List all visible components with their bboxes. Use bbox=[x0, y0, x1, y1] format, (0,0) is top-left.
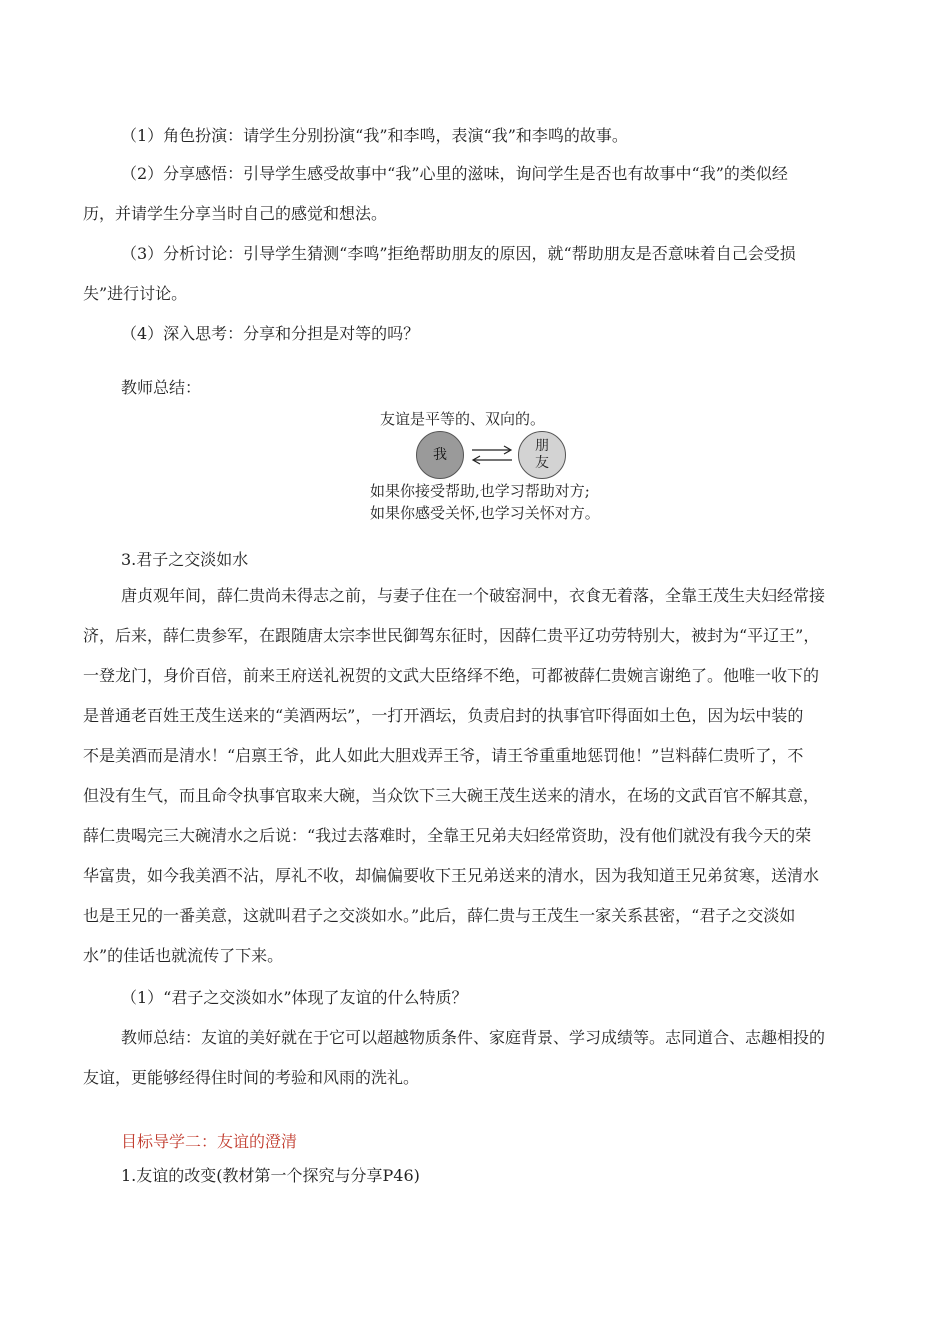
goal2-item1: 1.友谊的改变(教材第一个探究与分享P46) bbox=[121, 1166, 420, 1185]
story-line: 唐贞观年间，薛仁贵尚未得志之前，与妻子住在一个破窑洞中，衣食无着落，全靠王茂生夫妇经常接 bbox=[121, 586, 826, 605]
section3-heading: 3.君子之交淡如水 bbox=[121, 550, 249, 569]
friend-label-2: 友 bbox=[535, 455, 549, 471]
activity-share-line2: 历，并请学生分享当时自己的感觉和想法。 bbox=[83, 204, 388, 223]
story-line: 华富贵，如今我美酒不沾，厚礼不收，却偏偏要收下王兄弟送来的清水，因为我知道王兄弟贫寒，送清水 bbox=[83, 866, 820, 885]
story-line: 薛仁贵喝完三大碗清水之后说：“我过去落难时，全靠王兄弟夫妇经常资助，没有他们就没有我今天的荣 bbox=[83, 826, 812, 845]
friend-circle bbox=[518, 431, 566, 479]
diagram-caption: 友谊是平等的、双向的。 bbox=[380, 410, 546, 428]
story-line: 济，后来，薛仁贵参军，在跟随唐太宗李世民御驾东征时，因薛仁贵平辽功劳特别大，被封为“平辽王”， bbox=[83, 626, 820, 645]
me-label: 我 bbox=[433, 446, 447, 463]
story-line: 但没有生气，而且命令执事官取来大碗，当众饮下三大碗王茂生送来的清水，在场的文武百官不解其意， bbox=[83, 786, 820, 805]
story-line: 不是美酒而是清水！“启禀王爷，此人如此大胆戏弄王爷，请王爷重重地惩罚他！”岂料薛仁贵听了，不 bbox=[83, 746, 804, 765]
diagram-line-help: 如果你接受帮助,也学习帮助对方; bbox=[370, 482, 590, 500]
story-line: 水”的佳话也就流传了下来。 bbox=[83, 946, 284, 965]
teacher-summary-label: 教师总结： bbox=[121, 378, 202, 397]
section3-question: （1）“君子之交淡如水”体现了友谊的什么特质？ bbox=[121, 988, 468, 1007]
story-line: 一登龙门，身价百倍，前来王府送礼祝贺的文武大臣络绎不绝，可都被薛仁贵婉言谢绝了。他唯一收下的 bbox=[83, 666, 820, 685]
activity-think: （4）深入思考：分享和分担是对等的吗？ bbox=[121, 324, 420, 343]
me-circle bbox=[416, 431, 464, 479]
goal2-heading: 目标导学二：友谊的澄清 bbox=[121, 1132, 298, 1151]
diagram-line-care: 如果你感受关怀,也学习关怀对方。 bbox=[370, 504, 600, 522]
bidirectional-arrows-icon bbox=[470, 442, 514, 468]
friendship-diagram bbox=[370, 400, 640, 530]
story-line: 也是王兄的一番美意，这就叫君子之交淡如水。”此后，薛仁贵与王茂生一家关系甚密，“君子之交淡如 bbox=[83, 906, 796, 925]
activity-discuss-line2: 失”进行讨论。 bbox=[83, 284, 188, 303]
activity-share-line1: （2）分享感悟：引导学生感受故事中“我”心里的滋味，询问学生是否也有故事中“我”的类似经 bbox=[121, 164, 788, 183]
story-line: 是普通老百姓王茂生送来的“美酒两坛”，一打开酒坛，负责启封的执事官吓得面如土色，因为坛中装的 bbox=[83, 706, 804, 725]
activity-discuss-line1: （3）分析讨论：引导学生猜测“李鸣”拒绝帮助朋友的原因，就“帮助朋友是否意味着自己会受损 bbox=[121, 244, 796, 263]
section3-summary-line1: 教师总结：友谊的美好就在于它可以超越物质条件、家庭背景、学习成绩等。志同道合、志趣相投的 bbox=[121, 1028, 826, 1047]
section3-summary-line2: 友谊，更能够经得住时间的考验和风雨的洗礼。 bbox=[83, 1068, 420, 1087]
friend-label-1: 朋 bbox=[535, 438, 549, 454]
activity-role-play: （1）角色扮演：请学生分别扮演“我”和李鸣，表演“我”和李鸣的故事。 bbox=[121, 126, 628, 145]
